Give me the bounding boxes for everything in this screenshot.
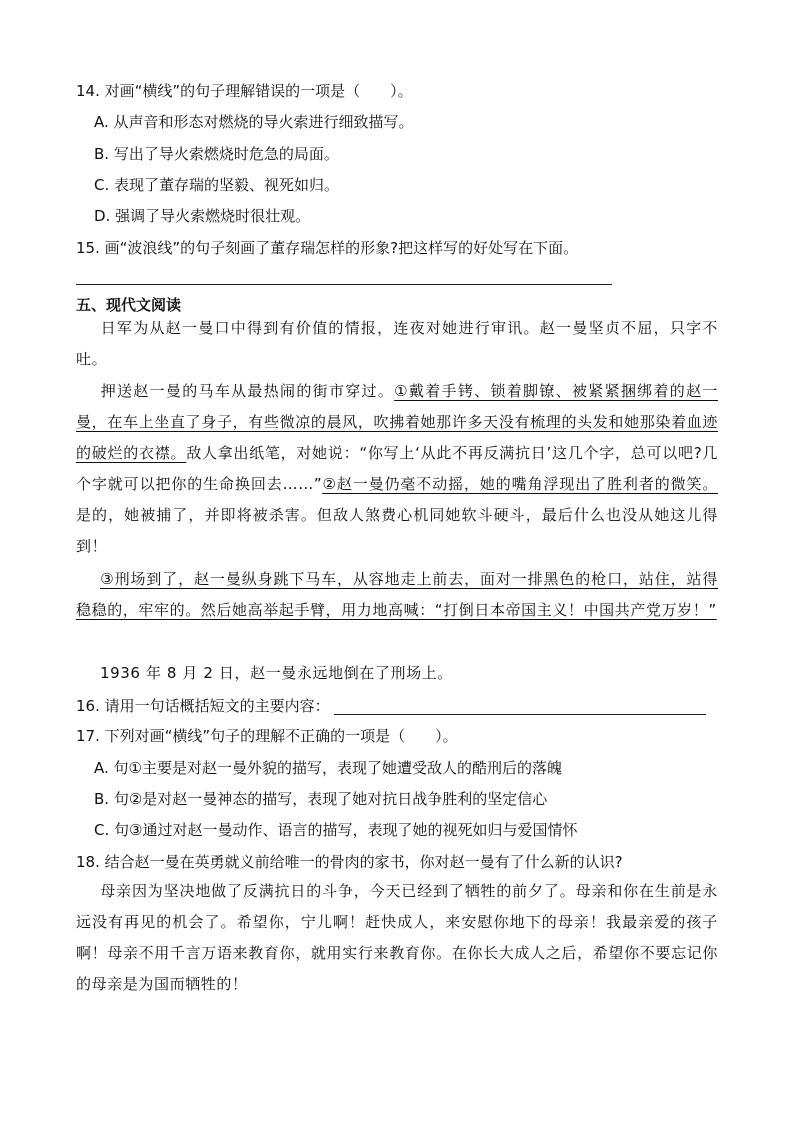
- q14-option-d: D. 强调了导火索燃烧时很壮观。: [94, 207, 311, 225]
- passage-p1-text: 日军为从赵一曼口中得到有价值的情报，连夜对她进行审讯。赵一曼坚贞不屈，只字不吐。: [76, 319, 718, 368]
- passage-paragraph-3: [76, 564, 718, 626]
- passage-p4-text: 1936 年 8 月 2 日，赵一曼永远地倒在了刑场上。: [100, 664, 453, 682]
- underlined-sentence-2: ②赵一曼仍毫不动摇，她的嘴角浮现出了胜利者的微笑。: [322, 475, 719, 493]
- q14-option-c: C. 表现了董存瑞的坚毅、视死如归。: [94, 176, 340, 194]
- q14-option-b: B. 写出了导火索燃烧时危急的局面。: [94, 145, 339, 163]
- passage-p2-dialogue: 敌人拿出纸笔，对她说：“你写上‘从此不再反满抗日’这几个字，总可以吧?几个字就可以把你的生命换回去……”: [76, 444, 719, 493]
- passage-paragraph-4: [76, 658, 718, 689]
- passage-paragraph-2: [76, 376, 718, 562]
- passage-p2-closing: 是的，她被捕了，并即将被杀害。但敌人煞费心机同她软斗硬斗，最后什么也没从她这儿得到！: [76, 506, 718, 555]
- q18-stem: 18. 结合赵一曼在英勇就义前给唯一的骨肉的家书，你对赵一曼有了什么新的认识?: [76, 853, 623, 871]
- passage-p2-intro: 押送赵一曼的马车从最热闹的街市穿过。: [100, 382, 395, 400]
- q17-option-c: C. 句③通过对赵一曼动作、语言的描写，表现了她的视死如归与爱国情怀: [94, 821, 578, 839]
- passage-paragraph-1: [76, 313, 718, 375]
- q17-option-a: A. 句①主要是对赵一曼外貌的描写，表现了她遭受敌人的酷刑后的落魄: [94, 759, 562, 777]
- q16-stem: 16. 请用一句话概括短文的主要内容：: [76, 697, 330, 715]
- q14-stem: 14. 对画“横线”的句子理解错误的一项是（ ）。: [76, 82, 413, 100]
- q15-stem: 15. 画“波浪线”的句子刻画了董存瑞怎样的形象?把这样写的好处写在下面。: [76, 239, 579, 257]
- q18-letter: [76, 876, 718, 1000]
- q18-letter-text: 母亲因为坚决地做了反满抗日的斗争，今天已经到了牺牲的前夕了。母亲和你在生前是永远没有再见的机会了。希望你，宁儿啊！赶快成人，来安慰你地下的母亲！我最亲爱的孩子啊！母亲不用千言万语来教育你，就用实行来教育你。在你长大成人之后，希望你不要忘记你的母亲是为国而牺牲的！: [76, 882, 718, 993]
- q17-stem: 17. 下列对画“横线”句子的理解不正确的一项是（ ）。: [76, 727, 458, 745]
- q17-option-b: B. 句②是对赵一曼神态的描写，表现了她对抗日战争胜利的坚定信心: [94, 790, 548, 808]
- underlined-sentence-3: ③刑场到了，赵一曼纵身跳下马车，从容地走上前去，面对一排黑色的枪口，站住，站得稳稳的，牢牢的。然后她高举起手臂，用力地高喊：“打倒日本帝国主义！中国共产党万岁！”: [76, 570, 718, 619]
- q15-answer-line[interactable]: [76, 284, 612, 285]
- q16-answer-line[interactable]: [334, 700, 706, 715]
- underlined-sentence-1: ①戴着手铐、锁着脚镣、被紧紧捆绑着的赵一曼，在车上坐直了身子，有些微凉的晨风，吹拂着她那许多天没有梳理的头发和她那染着血迹的破烂的衣襟。: [76, 382, 718, 462]
- q16-row: [76, 697, 706, 715]
- section5-heading: 五、现代文阅读: [76, 296, 182, 314]
- q14-option-a: A. 从声音和形态对燃烧的导火索进行细致描写。: [94, 113, 414, 131]
